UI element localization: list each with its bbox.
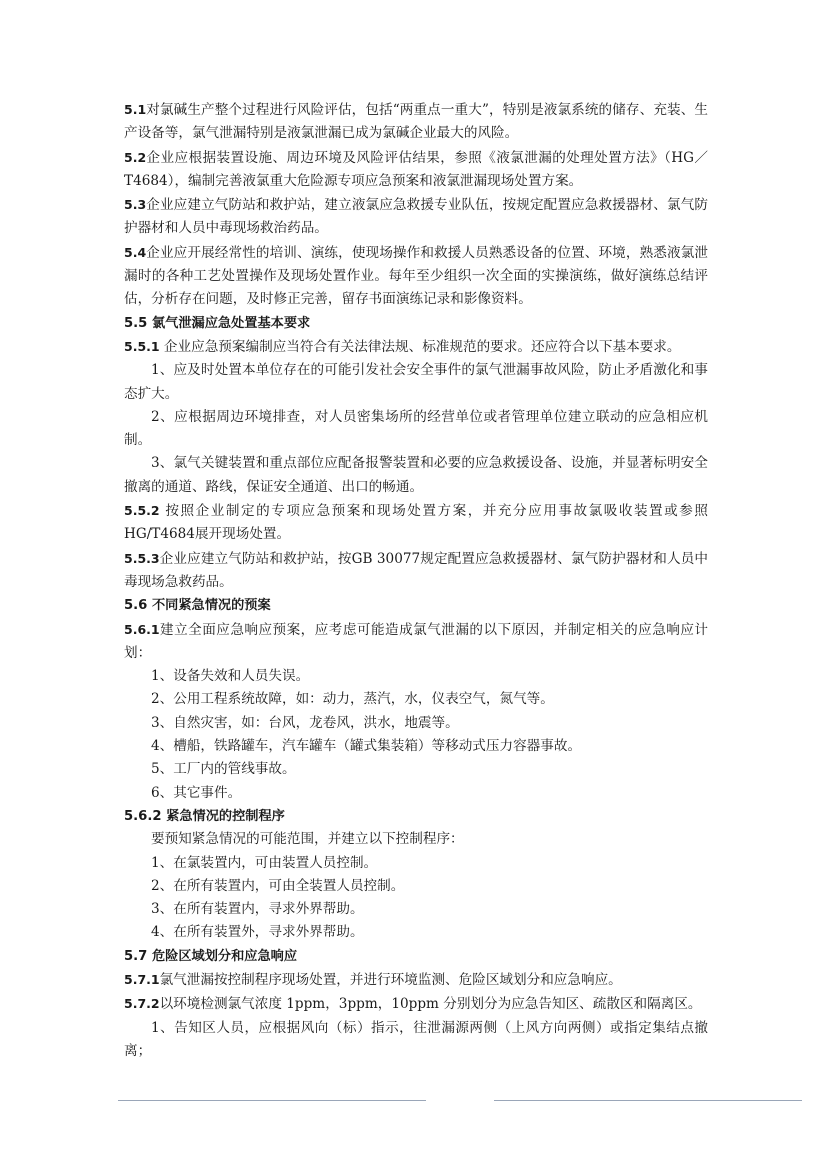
indented-item: 1、告知区人员，应根据风向（标）指示，往泄漏源两侧（上风方向两侧）或指定集结点撤离； [124,1019,708,1059]
clause-number: 5.7.1 [124,971,160,987]
paragraph-5-7-1 [124,968,708,992]
clause-number: 5.1 [124,102,147,117]
footer-rule-right [494,1100,802,1101]
list-item: 2、在所有装置内，可由全装置人员控制。 [151,877,405,894]
clause-text: 对氯碱生产整个过程进行风险评估，包括“两重点一重大”，特别是液氯系统的储存、充装、生产设备等，氯气泄漏特别是液氯泄漏已成为氯碱企业最大的风险。 [124,102,708,142]
clause-number: 5.5.1 [124,338,160,354]
clause-text: 氯气泄漏按控制程序现场处置，并进行环境监测、危险区域划分和应急响应。 [159,971,622,988]
list-item: 6、其它事件。 [151,784,242,801]
section-heading-5-5: 5.5 氯气泄漏应急处置基本要求 [124,315,311,331]
indented-item: 2、应根据周边环境排查，对人员密集场所的经营单位或者管理单位建立联动的应急相应机制。 [124,408,708,449]
clause-number: 5.3 [124,197,147,213]
section-heading-5-6-2: 5.6.2 紧急情况的控制程序 [124,808,285,824]
clause-number: 5.2 [124,149,147,165]
list-item: 3、在所有装置内，寻求外界帮助。 [151,901,364,918]
section-heading-5-6: 5.6 不同紧急情况的预案 [124,598,271,614]
indented-item: 1、应及时处置本单位存在的可能引发社会安全事件的氯气泄漏事故风险，防止矛盾激化和事态扩大。 [124,362,708,402]
clause-number: 5.4 [124,244,147,260]
paragraph-5-6-1 [124,618,708,666]
clause-text: 以环境检测氯气浓度 1ppm，3ppm，10ppm 分别划分为应急告知区、疏散区和隔离区。 [159,996,702,1013]
indented-item: 3、氯气关键装置和重点部位应配备报警装置和必要的应急救援设备、设施，并显著标明安全撤离的通道、路线，保证安全通道、出口的畅通。 [124,455,708,495]
paragraph-5-5-3 [124,547,708,595]
list-item: 5、工厂内的管线事故。 [151,761,296,778]
footer-rule-left [118,1100,426,1101]
clause-text: 企业应建立气防站和救护站，按GB 30077规定配置应急救援器材、氯气防护器材和人员中毒现场急救药品。 [124,550,708,590]
clause-number: 5.7.2 [124,996,160,1012]
clause-text: 企业应急预案编制应当符合有关法律法规、标准规范的要求。还应符合以下基本要求。 [159,338,681,355]
paragraph-5-3 [124,193,708,241]
paragraph-5-7-2 [124,992,708,1016]
list-item: 1、设备失效和人员失误。 [151,668,310,685]
document-body [124,98,708,1063]
list-item: 3、自然灾害，如：台风，龙卷风，洪水，地震等。 [151,714,459,731]
list-item: 1、在氯装置内，可由装置人员控制。 [151,854,378,871]
clause-number: 5.5.2 [124,503,160,519]
clause-number: 5.6.1 [124,621,160,637]
list-item: 要预知紧急情况的可能范围，并建立以下控制程序： [151,831,464,848]
list-item: 4、在所有装置外，寻求外界帮助。 [151,924,364,941]
clause-text: 企业应开展经常性的培训、演练，使现场操作和救援人员熟悉设备的位置、环境，熟悉液氯泄漏时的各种工艺处置操作及现场处置作业。每年至少组织一次全面的实操演练，做好演练总结评估，分析存在问题，及时修正完善，留存书面演练记录和影像资料。 [124,244,708,308]
section-heading-5-7: 5.7 危险区域划分和应急响应 [124,948,298,964]
paragraph-5-5-2 [124,499,708,547]
clause-text: 建立全面应急响应预案，应考虑可能造成氯气泄漏的以下原因，并制定相关的应急响应计划： [124,621,708,661]
paragraph-5-2 [124,146,708,194]
clause-text: 企业应建立气防站和救护站，建立液氯应急救援专业队伍，按规定配置应急救援器材、氯气防护器材和人员中毒现场救治药品。 [124,197,708,237]
paragraph-5-5-1 [124,335,708,359]
paragraph-5-1 [124,98,708,146]
list-item: 4、槽船，铁路罐车，汽车罐车（罐式集装箱）等移动式压力容器事故。 [151,738,582,755]
clause-number: 5.5.3 [124,550,160,566]
clause-text: 按照企业制定的专项应急预案和现场处置方案，并充分应用事故氯吸收装置或参照HG/T4684展开现场处置。 [124,503,708,543]
clause-text: 企业应根据装置设施、周边环境及风险评估结果，参照《液氯泄漏的处理处置方法》（HG／T4684），编制完善液氯重大危险源专项应急预案和液氯泄漏现场处置方案。 [124,149,708,189]
list-item: 2、公用工程系统故障，如：动力，蒸汽，水，仪表空气，氮气等。 [151,691,554,708]
paragraph-5-4 [124,241,708,312]
